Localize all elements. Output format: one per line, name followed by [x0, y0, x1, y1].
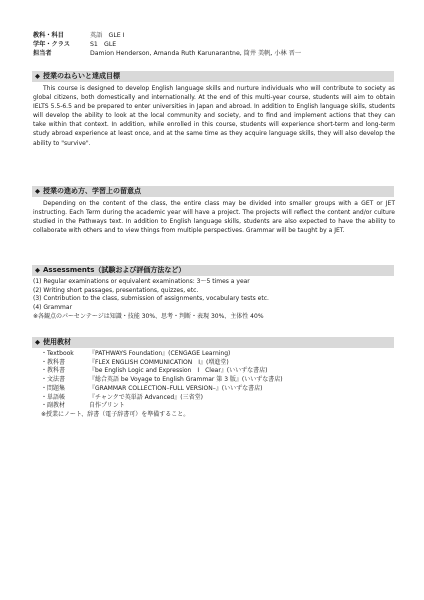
- assessment-note: ※各観点のパーセンテージは知識・技能 30%、思考・判断・表現 30%、主体性 40%: [33, 312, 264, 320]
- meta-value-teachers: Damion Henderson, Amanda Ruth Karunarantne, 筒井 美帆, 小林 晋一: [90, 50, 302, 57]
- meta-row-subject: [33, 31, 403, 40]
- material-label: ・文法書: [41, 376, 66, 384]
- material-row: [33, 385, 395, 394]
- assessments-heading-text: Assessments（試験および評価方法など）: [43, 266, 186, 274]
- assessment-item: (2) Writing short passages, presentations, quizzes, etc.: [33, 286, 199, 294]
- aims-heading-text: 授業のねらいと達成目標: [43, 72, 120, 80]
- assessment-item: (1) Regular examinations or equivalent examinations: 3～5 times a year: [33, 278, 250, 285]
- meta-value-class: S1 GLE: [90, 41, 117, 48]
- material-label: ・副教材: [41, 402, 66, 410]
- assessment-item: (4) Grammar: [33, 304, 73, 312]
- material-label: ・Textbook: [41, 350, 74, 357]
- diamond-icon: ◆: [35, 338, 40, 346]
- material-value: 『FLEX ENGLISH COMMUNICATION I』(増進堂): [89, 358, 229, 366]
- material-row: [33, 367, 395, 376]
- materials-heading-text: 使用教材: [43, 338, 71, 346]
- assessments-heading: [32, 265, 394, 276]
- materials-note: ※授業にノート、辞書（電子辞書可）を準備すること。: [41, 410, 190, 418]
- method-heading-text: 授業の進め方、学習上の留意点: [43, 187, 141, 195]
- assessments-list: [33, 278, 395, 322]
- material-row: [33, 394, 395, 403]
- materials-list: [33, 350, 395, 420]
- meta-row-class: [33, 40, 403, 49]
- meta-label-class: 学年・クラス: [33, 41, 70, 48]
- material-value: 『PATHWAYS Foundation』(CENGAGE Learning): [89, 350, 231, 357]
- material-row: [33, 402, 395, 411]
- meta-label-teachers: 担当者: [33, 50, 52, 57]
- meta-label-subject: 教科・科目: [33, 32, 64, 39]
- diamond-icon: ◆: [35, 266, 40, 274]
- aims-heading: [32, 71, 394, 82]
- material-label: ・教科書: [41, 367, 66, 375]
- material-label: ・問題集: [41, 384, 66, 392]
- assessment-item: (3) Contribution to the class, submission of assignments, vocabulary tests etc.: [33, 295, 269, 303]
- material-label: ・教科書: [41, 358, 66, 366]
- material-value: 『総合英語 be Voyage to English Grammar 第 3 版』(いいずな書店): [89, 376, 283, 384]
- material-value: 『be English Logic and Expression I Clear』(いいずな書店): [89, 367, 268, 375]
- material-row: [33, 376, 395, 385]
- meta-row-teachers: [33, 49, 403, 58]
- material-value: 『GRAMMAR COLLECTION–FULL VERSION–』(いいずな書店): [89, 384, 263, 392]
- course-info: [33, 31, 403, 58]
- meta-value-subject: 英語 GLE I: [90, 32, 125, 39]
- material-row: [33, 350, 395, 359]
- diamond-icon: ◆: [35, 72, 40, 80]
- method-heading: [32, 186, 394, 197]
- aims-paragraph: This course is designed to develop English language skills and nurture individuals who will contribute to society as global citizens, both domestically and internationally. At the end of this multi-year course, students will aim to obtain IELTS 5.5-6.5 and be prepared to enter universities in Japan and abroad. In addition to English language skills, students will develop the ability to look at the local community and society, and to find and implement actions that they can take within that context. In addition, while enrolled in this course, students will experience short-term and long-term study abroad experience at least once, and at the same time as they acquire language skills, they will also develop the ability to "survive".: [33, 85, 395, 147]
- diamond-icon: ◆: [35, 187, 40, 195]
- materials-heading: [32, 337, 394, 348]
- material-value: 自作プリント: [89, 402, 125, 410]
- material-value: 『チャンクで英単語 Advanced』(三省堂): [89, 393, 203, 401]
- method-paragraph: Depending on the content of the class, the entire class may be divided into smaller groups with a GET or JET instructing. Each Term during the academic year will have a project. The projects will reflect the content and/or culture studied in the Pathways text. In addition to English language skills, students are also expected to have the ability to collaborate with others and to view things from multiple perspectives. Grammar will be taught by a JET.: [33, 200, 395, 235]
- material-label: ・単語帳: [41, 393, 66, 401]
